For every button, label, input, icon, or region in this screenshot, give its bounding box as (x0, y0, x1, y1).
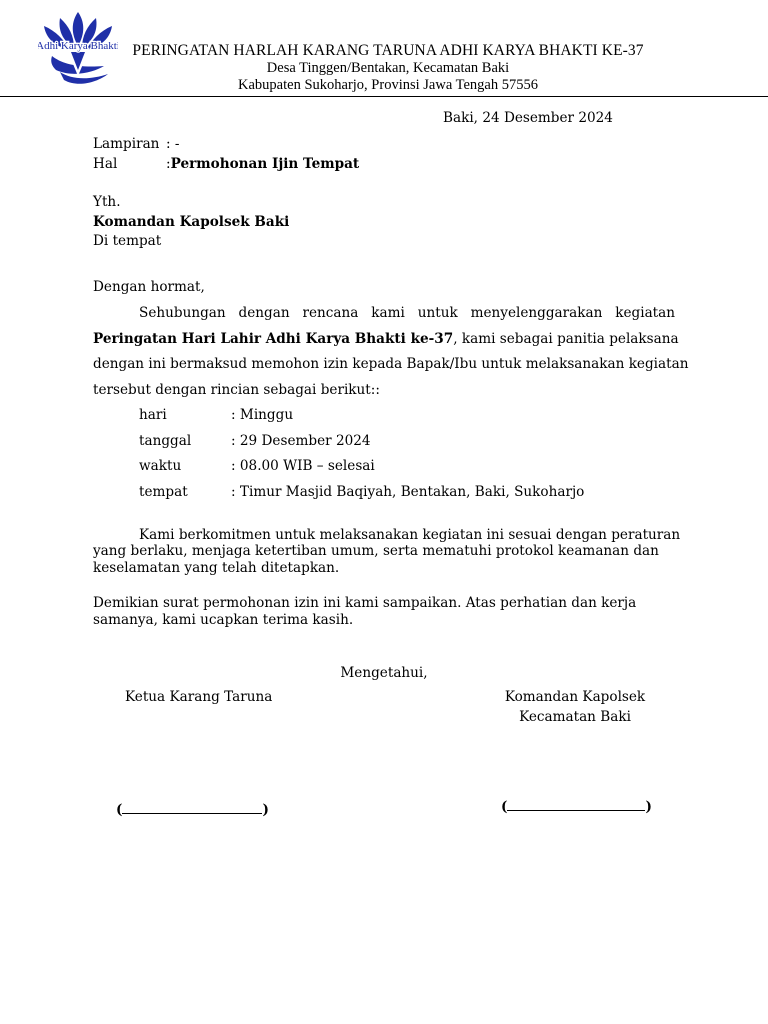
mengetahui-label: Mengetahui, (340, 665, 428, 681)
para2-line1: Kami berkomitmen untuk melaksanakan kegiatan ini sesuai dengan peraturan (139, 527, 681, 543)
detail-value-waktu: : 08.00 WIB – selesai (231, 458, 375, 474)
para3-line2: samanya, kami ucapkan terima kasih. (93, 612, 354, 628)
left-signatory-title: Ketua Karang Taruna (125, 689, 273, 705)
recipient-place: Di tempat (93, 233, 162, 249)
left-paren-close: ) (262, 802, 269, 818)
header-address-line2: Kabupaten Sukoharjo, Provinsi Jawa Tengah 57556 (238, 77, 538, 93)
hal-subject: Permohonan Ijin Tempat (170, 156, 360, 172)
para3-line1: Demikian surat permohonan izin ini kami sampaikan. Atas perhatian dan kerja (93, 595, 637, 611)
detail-label-tempat: tempat (139, 484, 188, 500)
lampiran-value: : - (166, 136, 180, 152)
left-signature-line (116, 801, 269, 818)
right-signatory-title-line1: Komandan Kapolsek (504, 689, 646, 705)
para1-line1: Sehubungan dengan rencana kami untuk menyelenggarakan kegiatan (139, 305, 675, 321)
right-paren-open: ( (501, 799, 508, 815)
para1-line2-rest: , kami sebagai panitia pelaksana (453, 331, 679, 347)
svg-text:Adhi Karya Bhakti: Adhi Karya Bhakti (38, 40, 118, 52)
hal-label: Hal (93, 156, 118, 172)
header-address-line1: Desa Tinggen/Bentakan, Kecamatan Baki (266, 60, 510, 76)
recipient-yth: Yth. (93, 194, 121, 210)
organization-logo (38, 12, 118, 88)
letter-date: Baki, 24 Desember 2024 (443, 110, 613, 126)
right-signature-blank (507, 798, 645, 811)
para1-line3: dengan ini bermaksud memohon izin kepada Bapak/Ibu untuk melaksanakan kegiatan (93, 356, 689, 372)
detail-label-waktu: waktu (139, 458, 182, 474)
header-title: PERINGATAN HARLAH KARANG TARUNA ADHI KARYA BHAKTI KE-37 (132, 42, 644, 59)
hal-colon: : (166, 156, 171, 172)
right-signature-line (501, 798, 652, 815)
para2-line3: keselamatan yang telah ditetapkan. (93, 560, 340, 576)
header-divider (0, 96, 768, 97)
lampiran-label: Lampiran (93, 136, 160, 152)
event-name: Peringatan Hari Lahir Adhi Karya Bhakti ke-37 (93, 331, 454, 347)
detail-value-tempat: : Timur Masjid Baqiyah, Bentakan, Baki, Sukoharjo (231, 484, 585, 500)
left-signature-blank (122, 801, 262, 814)
hal-value (166, 156, 359, 172)
right-signatory-title-line2: Kecamatan Baki (519, 709, 631, 725)
recipient-name: Komandan Kapolsek Baki (93, 214, 290, 230)
greeting: Dengan hormat, (93, 279, 205, 295)
detail-value-hari: : Minggu (231, 407, 294, 423)
para1-line2 (93, 331, 679, 347)
detail-label-hari: hari (139, 407, 167, 423)
right-paren-close: ) (645, 799, 652, 815)
detail-label-tanggal: tanggal (139, 433, 192, 449)
left-paren-open: ( (116, 802, 123, 818)
detail-value-tanggal: : 29 Desember 2024 (231, 433, 371, 449)
para1-line4: tersebut dengan rincian sebagai berikut:: (93, 382, 380, 398)
para2-line2: yang berlaku, menjaga ketertiban umum, serta mematuhi protokol keamanan dan (93, 543, 659, 559)
